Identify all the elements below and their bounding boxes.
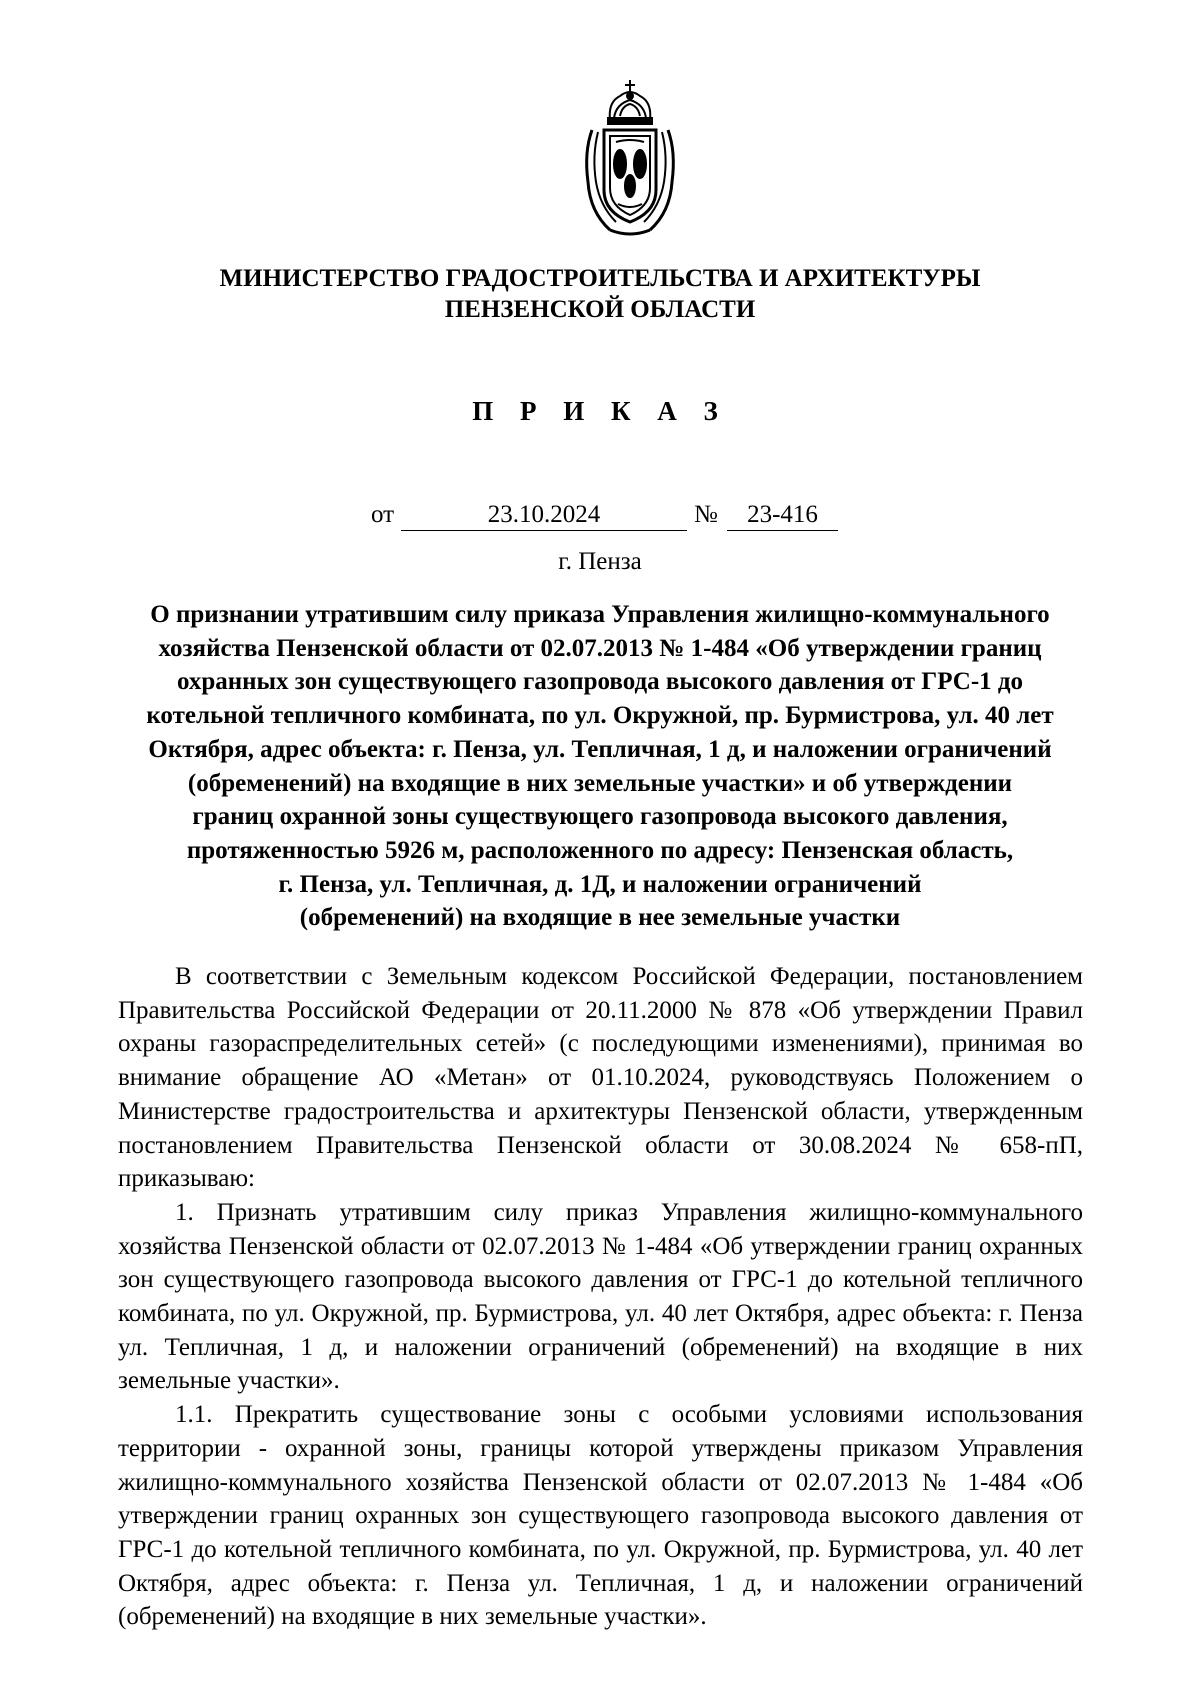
ministry-name-line-2: ПЕНЗЕНСКОЙ ОБЛАСТИ bbox=[444, 296, 756, 323]
title-line: границ охранной зоны существующего газопровода высокого давления, bbox=[192, 803, 1008, 831]
number-prefix: № bbox=[694, 501, 718, 528]
order-number: 23-416 bbox=[727, 500, 838, 531]
order-body bbox=[118, 960, 1083, 1634]
title-line: Октября, адрес объекта: г. Пенза, ул. Тепличная, 1 д, и наложении ограничений bbox=[148, 735, 1052, 763]
preamble-paragraph: В соответствии с Земельным кодексом Российской Федерации, постановлением Правительства Российской Федерации от 20.11.2000 № 878 «Об утверждении Правил охраны газораспределительных сетей» (с последующими изменениями), принимая во внимание обращение АО «Метан» от 01.10.2024, руководствуясь Положением о Министерстве градостроительства и архитектуры Пензенской области, утвержденным постановлением Правительства Пензенской области от 30.08.2024 № 658-пП, приказываю: bbox=[118, 963, 1083, 1193]
item-1-1-paragraph: 1.1. Прекратить существование зоны с особыми условиями использования территории - охранной зоны, границы которой утверждены приказом Управления жилищно-коммунального хозяйства Пензенской области от 02.07.2013 № 1-484 «Об утверждении границ охранных зон существующего газопровода высокого давления от ГРС-1 до котельной тепличного комбината, по ул. Окружной, пр. Бурмистрова, ул. 40 лет Октября, адрес объекта: г. Пенза ул. Тепличная, 1 д, и наложении ограничений (обременений) на входящие в них земельные участки». bbox=[118, 1401, 1083, 1631]
item-1-paragraph: 1. Признать утратившим силу приказ Управления жилищно-коммунального хозяйства Пензенской области от 02.07.2013 № 1-484 «Об утверждении границ охранных зон существующего газопровода высокого давления от ГРС-1 до котельной тепличного комбината, по ул. Окружной, пр. Бурмистрова, ул. 40 лет Октября, адрес объекта: г. Пенза ул. Тепличная, 1 д, и наложении ограничений (обременений) на входящие в них земельные участки». bbox=[118, 1198, 1083, 1395]
title-line: г. Пенза, ул. Тепличная, д. 1Д, и наложении ограничений bbox=[278, 870, 922, 898]
ministry-name-line-1: МИНИСТЕРСТВО ГРАДОСТРОИТЕЛЬСТВА И АРХИТЕКТУРЫ bbox=[219, 265, 981, 292]
title-line: котельной тепличного комбината, по ул. Окружной, пр. Бурмистрова, ул. 40 лет bbox=[146, 702, 1054, 730]
order-title bbox=[120, 598, 1080, 935]
title-line: О признании утратившим силу приказа Управления жилищно-коммунального bbox=[150, 601, 1050, 628]
title-line: (обременений) на входящие в нее земельные участки bbox=[299, 904, 901, 932]
title-line: хозяйства Пензенской области от 02.07.2013 № 1-484 «Об утверждении границ bbox=[158, 634, 1042, 662]
title-line: протяженностью 5926 м, расположенного по адресу: Пензенская область, bbox=[186, 836, 1014, 864]
city: г. Пенза bbox=[558, 548, 642, 575]
coat-of-arms-icon bbox=[570, 72, 690, 242]
title-line: (обременений) на входящие в них земельные участки» и об утверждении bbox=[187, 769, 1013, 797]
document-type: П Р И К А З bbox=[472, 396, 728, 426]
ministry-name bbox=[0, 263, 1200, 325]
order-date: 23.10.2024 bbox=[401, 500, 687, 531]
date-prefix: от bbox=[371, 501, 395, 528]
title-line: охранных зон существующего газопровода высокого давления от ГРС-1 до bbox=[176, 668, 1024, 696]
